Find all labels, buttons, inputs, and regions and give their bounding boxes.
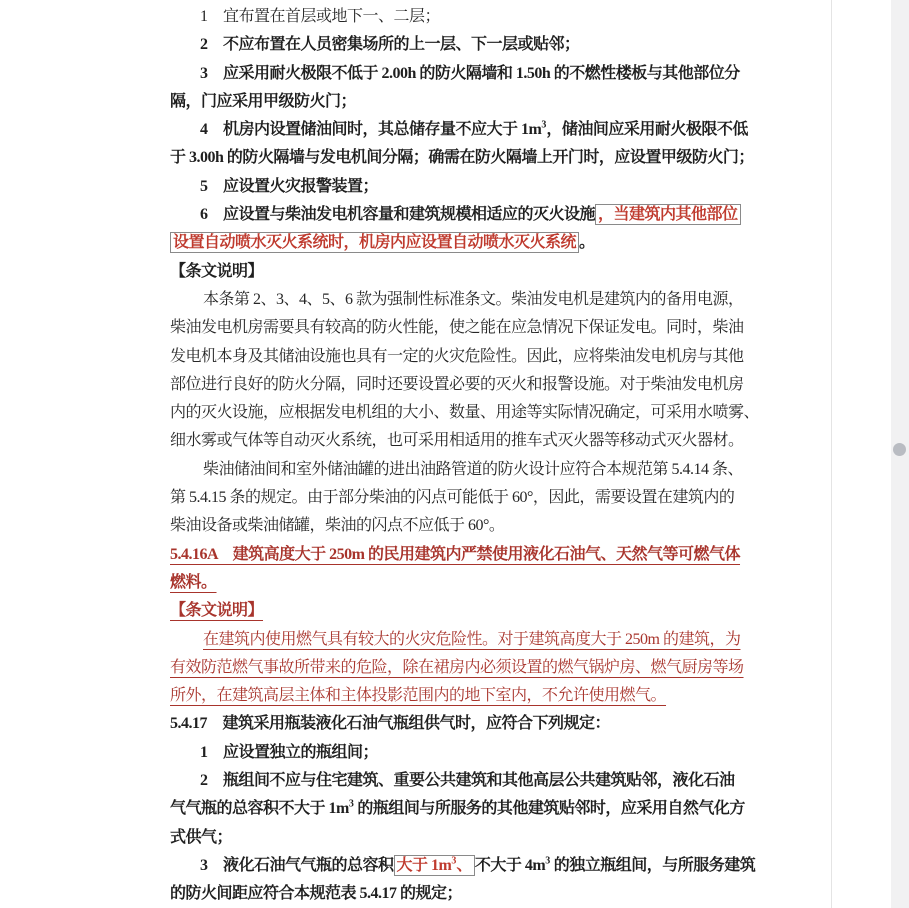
text-line	[170, 144, 754, 172]
text-segment: 发电机本身及其储油设施也具有一定的火灾危险性。因此，应将柴油发电机房与其他	[170, 347, 744, 365]
superscript-text: 3	[541, 119, 547, 131]
scrollbar-gutter[interactable]	[891, 0, 909, 908]
text-line	[170, 541, 750, 569]
text-segment: ，储油间应采用耐火极限不低	[546, 121, 748, 139]
text-line	[170, 654, 750, 682]
text-line	[170, 456, 750, 484]
text-line	[170, 626, 750, 654]
text-segment: 2 不应布置在人员密集场所的上一层、下一层或贴邻；	[200, 36, 580, 54]
text-line	[170, 710, 750, 738]
text-line	[170, 60, 750, 88]
text-segment: 设置自动喷水灭火系统时，机房内应设置自动喷水灭火系统	[173, 234, 577, 252]
text-segment: 第 5.4.15 条的规定。由于部分柴油的闪点可能低于 60°，因此，需要设置在建筑内的	[170, 489, 735, 507]
text-line	[170, 597, 750, 625]
text-segment: 5 应设置火灾报警装置；	[200, 177, 379, 195]
text-line	[170, 229, 750, 257]
text-segment: 柴油储油间和室外储油罐的进出油路管道的防火设计应符合本规范第 5.4.14 条、	[203, 460, 744, 478]
text-segment: 1 应设置独立的瓶组间；	[200, 743, 379, 761]
text-line	[170, 88, 750, 116]
text-segment: 6 应设置与柴油发电机容量和建筑规模相适应的灭火设施	[200, 206, 596, 224]
text-line	[170, 371, 750, 399]
text-line	[170, 682, 750, 710]
text-segment: 气气瓶的总容积不大于 1m	[170, 800, 349, 818]
scrollbar-thumb[interactable]	[893, 443, 906, 456]
revision-box	[595, 204, 741, 225]
text-segment: 1 宜布置在首层或地下一、二层；	[200, 8, 441, 25]
text-segment: 所外，在建筑高层主体和主体投影范围内的地下室内，不允许使用燃气。	[170, 687, 667, 705]
superscript-text: 3	[451, 855, 457, 867]
text-segment: 内的灭火设施，应根据发电机组的大小、数量、用途等实际情况确定，可采用水喷雾、	[170, 404, 760, 422]
text-line	[170, 399, 760, 427]
text-segment: 柴油设备或柴油储罐，柴油的闪点不应低于 60°。	[170, 517, 505, 535]
text-segment: 燃料。	[170, 573, 217, 591]
text-segment: 细水雾或气体等自动灭火系统，也可采用相适用的推车式灭火器等移动式灭火器材。	[170, 432, 744, 450]
page-edge-divider	[831, 0, 832, 908]
text-segment: 本条第 2、3、4、5、6 款为强制性标准条文。柴油发电机是建筑内的备用电源，	[203, 290, 744, 308]
text-segment: 【条文说明】	[170, 602, 264, 620]
text-segment: 的独立瓶组间，与所服务建筑	[550, 856, 756, 874]
text-line	[170, 343, 750, 371]
text-line	[170, 286, 750, 314]
text-segment: 的防火间距应符合本规范表 5.4.17 的规定；	[170, 885, 463, 903]
text-line	[170, 116, 750, 144]
text-segment: 的瓶组间与所服务的其他建筑贴邻时，应采用自然气化方	[353, 800, 745, 818]
superscript-text: 3	[348, 798, 354, 810]
text-line	[170, 201, 750, 229]
text-line	[170, 31, 750, 59]
text-line	[170, 3, 750, 31]
text-line	[170, 795, 750, 823]
text-segment: ，当建筑内其他部位	[598, 206, 738, 224]
text-segment: 有效防范燃气事故所带来的危险，除在裙房内必须设置的燃气锅炉房、燃气厨房等场	[170, 658, 744, 676]
superscript-text: 3	[545, 855, 551, 867]
text-segment: 式供气；	[170, 828, 233, 846]
text-line	[170, 427, 750, 455]
text-segment: 大于 1m	[396, 856, 452, 874]
text-line	[170, 824, 750, 852]
text-segment: 4 机房内设置储油间时，其总储存量不应大于 1m	[200, 121, 542, 139]
text-segment: 部位进行良好的防火分隔，同时还要设置必要的灭火和报警设施。对于柴油发电机房	[170, 375, 744, 393]
text-segment: 隔，门应采用甲级防火门；	[170, 92, 357, 110]
text-segment: 3 应采用耐火极限不低于 2.00h 的防火隔墙和 1.50h 的不燃性楼板与其他部位分	[200, 64, 740, 82]
text-line	[170, 767, 750, 795]
text-line	[170, 569, 750, 597]
text-segment: 于 3.00h 的防火隔墙与发电机间分隔；确需在防火隔墙上开门时，应设置甲级防火门；	[170, 149, 754, 167]
text-line	[170, 484, 750, 512]
text-segment: 5.4.17 建筑采用瓶装液化石油气瓶组供气时，应符合下列规定：	[170, 715, 611, 733]
text-line	[170, 314, 750, 342]
text-segment: 、	[456, 856, 472, 874]
text-segment: 柴油发电机房需要具有较高的防火性能，使之能在应急情况下保证发电。同时，柴油	[170, 319, 744, 337]
text-segment: 【条文说明】	[170, 262, 264, 280]
text-segment: 3 液化石油气气瓶的总容积	[200, 856, 394, 874]
text-line	[170, 512, 750, 540]
text-line	[170, 880, 750, 908]
text-segment: 在建筑内使用燃气具有较大的火灾危险性。对于建筑高度大于 250m 的建筑，为	[203, 630, 741, 648]
document-text-column	[170, 3, 760, 908]
text-segment: 不大于 4m	[474, 856, 546, 874]
text-segment: 2 瓶组间不应与住宅建筑、重要公共建筑和其他高层公共建筑贴邻，液化石油	[200, 772, 735, 790]
text-line	[170, 852, 756, 880]
text-segment: 5.4.16A 建筑高度大于 250m 的民用建筑内严禁使用液化石油气、天然气等可燃气体	[170, 545, 741, 563]
text-line	[170, 173, 750, 201]
revision-box	[170, 232, 579, 253]
text-segment: 。	[579, 234, 595, 252]
revision-box	[394, 855, 475, 876]
text-line	[170, 258, 750, 286]
text-line	[170, 739, 750, 767]
